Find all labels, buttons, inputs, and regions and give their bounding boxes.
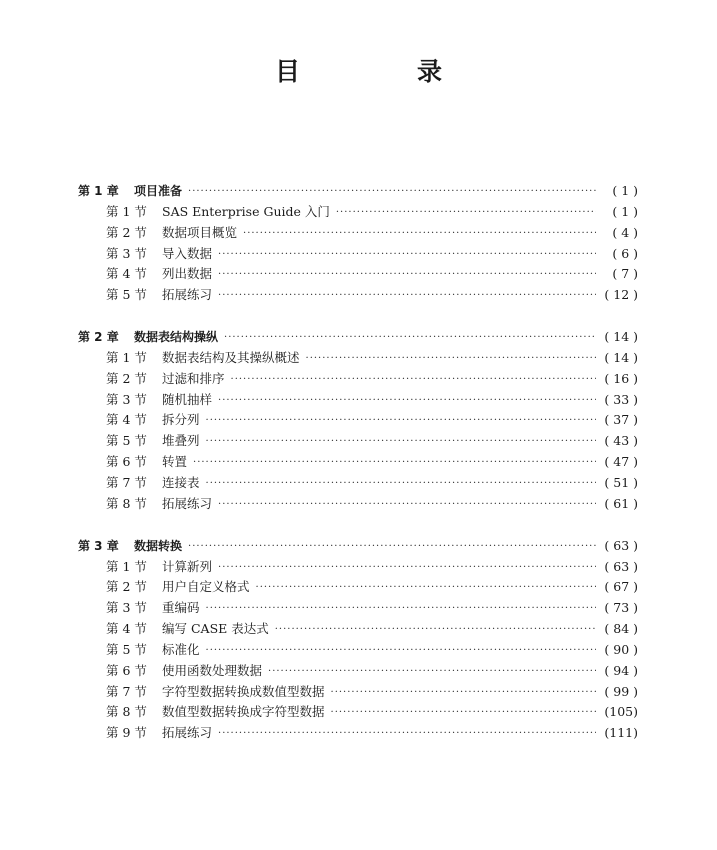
section-number: 第 8 节 — [106, 495, 147, 511]
chapter-title: 数据表结构操纵 — [134, 330, 219, 345]
dot-leader — [331, 703, 596, 724]
chapter-title: 数据转换 — [134, 538, 183, 553]
section-title: 拓展练习 — [162, 725, 213, 741]
page-number: ( 47 ) — [604, 454, 638, 470]
section-number: 第 3 节 — [106, 600, 147, 616]
section-entry[interactable] — [78, 723, 638, 744]
dot-leader — [218, 495, 596, 516]
dot-leader — [206, 432, 596, 453]
page-number: (105) — [604, 704, 638, 720]
dot-leader — [206, 599, 596, 620]
dot-leader — [218, 724, 596, 745]
dot-leader — [218, 558, 596, 579]
dot-leader — [218, 265, 596, 286]
chapter-title: 项目准备 — [134, 184, 183, 198]
section-title: 转置 — [162, 454, 188, 470]
page-number: ( 67 ) — [604, 579, 638, 595]
page-number: ( 43 ) — [604, 433, 638, 449]
dot-leader — [256, 578, 596, 599]
section-entry[interactable] — [78, 431, 638, 452]
dot-leader — [268, 662, 596, 683]
section-title: 拓展练习 — [162, 495, 213, 511]
section-title: 数值型数据转换成字符型数据 — [162, 704, 325, 720]
dot-leader — [206, 474, 596, 495]
dot-leader — [206, 411, 596, 432]
page-number: ( 6 ) — [612, 245, 638, 261]
page-number: ( 84 ) — [604, 621, 638, 637]
section-number: 第 1 节 — [106, 558, 147, 574]
section-number: 第 7 节 — [106, 683, 147, 699]
section-number: 第 4 节 — [106, 621, 147, 637]
page-number: ( 12 ) — [604, 287, 638, 303]
page-number: ( 4 ) — [612, 224, 638, 240]
section-title: 数据项目概览 — [162, 224, 238, 240]
section-number: 第 2 节 — [106, 224, 147, 240]
chapter-entry[interactable] — [78, 536, 638, 557]
section-entry[interactable] — [78, 244, 638, 265]
section-title: 拓展练习 — [162, 287, 213, 303]
section-title: 标准化 — [162, 641, 200, 657]
section-number: 第 7 节 — [106, 474, 147, 490]
section-title: 数据表结构及其操纵概述 — [162, 349, 300, 365]
page-number: ( 63 ) — [604, 537, 638, 553]
dot-leader — [243, 224, 596, 245]
section-title: 计算新列 — [162, 558, 213, 574]
section-title: 过滤和排序 — [162, 370, 225, 386]
section-entry[interactable] — [78, 202, 638, 223]
section-title: 编写 CASE 表达式 — [162, 621, 269, 637]
page-number: ( 61 ) — [604, 495, 638, 511]
section-entry[interactable] — [78, 369, 638, 390]
section-number: 第 3 节 — [106, 245, 147, 261]
chapter-block-1 — [78, 181, 638, 306]
section-number: 第 1 节 — [106, 203, 147, 219]
page-number: ( 37 ) — [604, 412, 638, 428]
section-title: 随机抽样 — [162, 391, 213, 407]
dot-leader — [336, 203, 596, 224]
page-number: ( 7 ) — [612, 266, 638, 282]
section-number: 第 6 节 — [106, 454, 147, 470]
section-number: 第 4 节 — [106, 412, 147, 428]
section-entry[interactable] — [78, 682, 638, 703]
page-number: ( 33 ) — [604, 391, 638, 407]
chapter-entry[interactable] — [78, 181, 638, 202]
section-entry[interactable] — [78, 390, 638, 411]
section-title: 重编码 — [162, 600, 200, 616]
page-number: ( 73 ) — [604, 600, 638, 616]
chapter-block-2 — [78, 327, 638, 515]
dot-leader — [218, 286, 596, 307]
section-number: 第 5 节 — [106, 287, 147, 303]
section-title: SAS Enterprise Guide 入门 — [162, 203, 330, 219]
section-entry[interactable] — [78, 619, 638, 640]
section-number: 第 4 节 — [106, 266, 147, 282]
section-entry[interactable] — [78, 494, 638, 515]
dot-leader — [193, 453, 596, 474]
page-number: ( 14 ) — [604, 329, 638, 345]
page-number: ( 14 ) — [604, 349, 638, 365]
section-entry[interactable] — [78, 598, 638, 619]
section-number: 第 5 节 — [106, 641, 147, 657]
section-title: 用户自定义格式 — [162, 579, 250, 595]
dot-leader — [218, 245, 596, 266]
page-number: ( 94 ) — [604, 662, 638, 678]
dot-leader — [188, 182, 596, 203]
section-entry[interactable] — [78, 223, 638, 244]
section-title: 字符型数据转换成数值型数据 — [162, 683, 325, 699]
table-of-contents — [78, 181, 638, 765]
section-entry[interactable] — [78, 473, 638, 494]
section-number: 第 1 节 — [106, 349, 147, 365]
section-title: 堆叠列 — [162, 433, 200, 449]
page-title: 目 录 — [274, 57, 488, 86]
dot-leader — [218, 391, 596, 412]
section-entry[interactable] — [78, 264, 638, 285]
section-number: 第 9 节 — [106, 725, 147, 741]
page-number: ( 99 ) — [604, 683, 638, 699]
section-entry[interactable] — [78, 577, 638, 598]
section-title: 连接表 — [162, 474, 200, 490]
section-number: 第 5 节 — [106, 433, 147, 449]
dot-leader — [206, 641, 596, 662]
section-entry[interactable] — [78, 452, 638, 473]
section-entry[interactable] — [78, 410, 638, 431]
section-number: 第 8 节 — [106, 704, 147, 720]
section-number: 第 3 节 — [106, 391, 147, 407]
dot-leader — [306, 349, 596, 370]
page-number: ( 63 ) — [604, 558, 638, 574]
page-number: ( 90 ) — [604, 641, 638, 657]
chapter-number: 第 3 章 — [78, 538, 119, 553]
page-number: ( 51 ) — [604, 474, 638, 490]
section-title: 使用函数处理数据 — [162, 662, 263, 678]
page-number: (111) — [604, 725, 638, 741]
chapter-block-3 — [78, 536, 638, 744]
page-number: ( 1 ) — [612, 183, 638, 198]
dot-leader — [275, 620, 596, 641]
dot-leader — [231, 370, 596, 391]
page-number: ( 1 ) — [612, 203, 638, 219]
section-entry[interactable] — [78, 640, 638, 661]
dot-leader — [331, 683, 596, 704]
dot-leader — [224, 328, 596, 349]
chapter-entry[interactable] — [78, 327, 638, 348]
section-entry[interactable] — [78, 661, 638, 682]
section-number: 第 2 节 — [106, 370, 147, 386]
section-entry[interactable] — [78, 285, 638, 306]
section-entry[interactable] — [78, 348, 638, 369]
section-entry[interactable] — [78, 702, 638, 723]
chapter-number: 第 1 章 — [78, 184, 119, 198]
section-title: 拆分列 — [162, 412, 200, 428]
section-number: 第 6 节 — [106, 662, 147, 678]
section-title: 导入数据 — [162, 245, 213, 261]
dot-leader — [188, 537, 596, 558]
page-number: ( 16 ) — [604, 370, 638, 386]
section-entry[interactable] — [78, 557, 638, 578]
chapter-number: 第 2 章 — [78, 330, 119, 345]
section-title: 列出数据 — [162, 266, 213, 282]
section-number: 第 2 节 — [106, 579, 147, 595]
